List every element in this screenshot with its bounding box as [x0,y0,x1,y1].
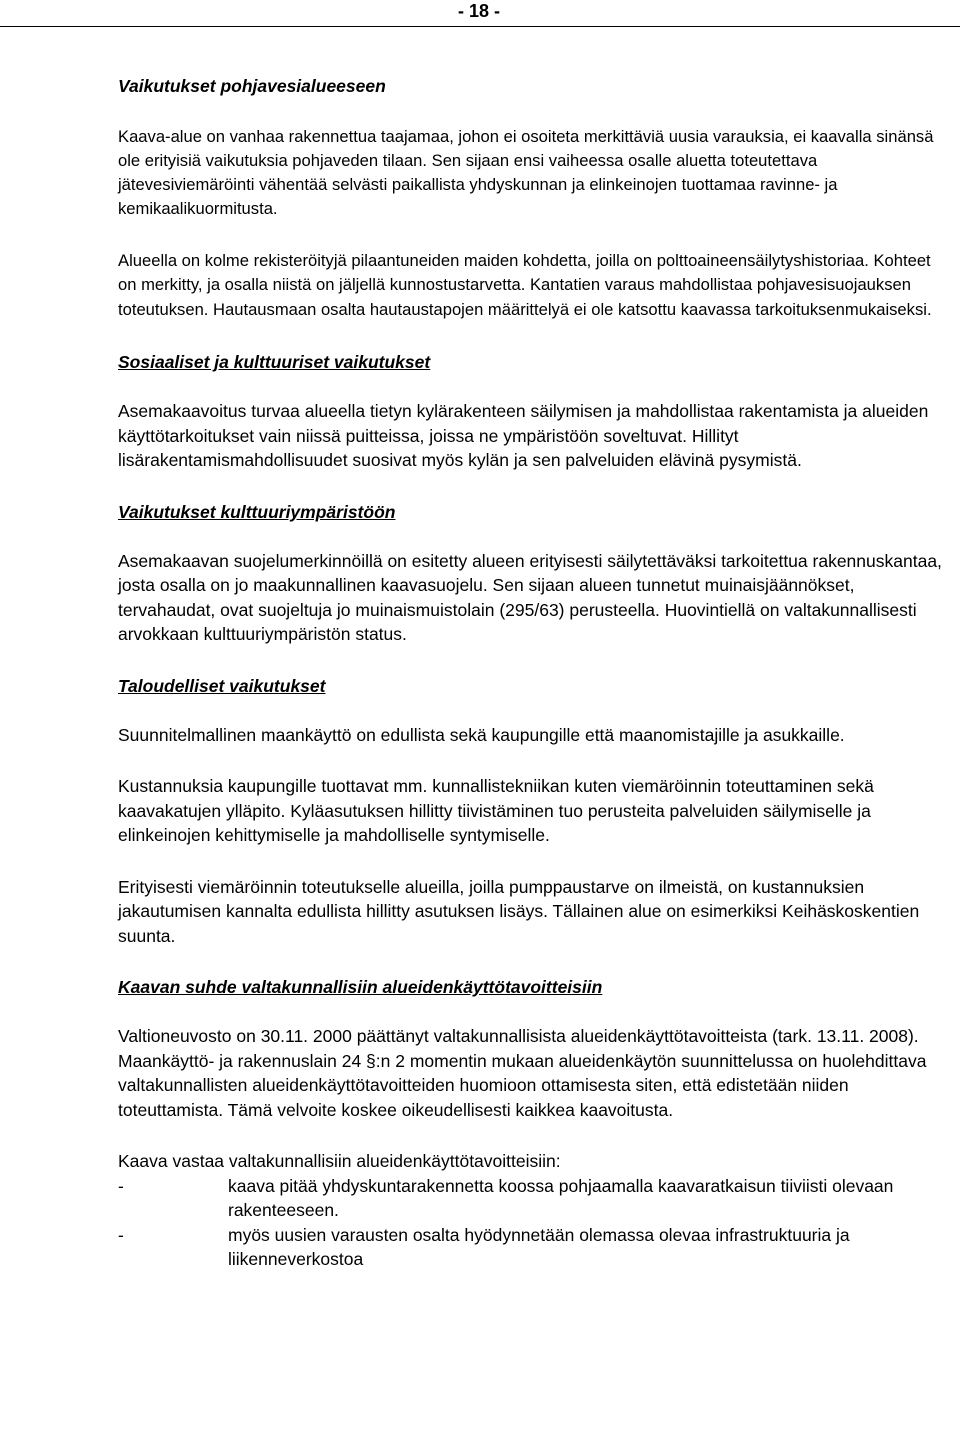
section-economic [118,674,950,949]
section-heading: Kaavan suhde valtakunnallisiin alueidenkäyttötavoitteisiin [118,977,603,998]
paragraph: Asemakaavoitus turvaa alueella tietyn kylärakenteen säilymisen ja mahdollistaa rakentamista ja alueiden käyttötarkoitukset vain niissä puitteissa, joissa ne ympäristöön soveltuvat. Hillityt lisärakentamismahdollisuudet suosivat myös kylän ja sen palveluiden elävinä pysymistä. [118,401,929,471]
paragraph: Kaava-alue on vanhaa rakennettua taajamaa, johon ei osoiteta merkittäviä uusia varauksia, ei kaavalla sinänsä ole erityisiä vaikutuksia pohjaveden tilaan. Sen sijaan ensi vaiheessa osalle aluetta toteutettava jätevesiviemäröinti vähentää selvästi paikallista yhdyskunnan ja elinkeinojen tuottamaa ravinne- ja kemikaalikuormitusta. [118,127,934,218]
list-marker: - [118,1175,124,1196]
section-cultural-environment [118,500,950,647]
section-heading: Vaikutukset pohjavesialueeseen [118,76,386,96]
paragraph: Kustannuksia kaupungille tuottavat mm. kunnallistekniikan kuten viemäröinnin toteuttaminen sekä kaavakatujen ylläpito. Kyläasutuksen hillitty tiivistäminen tuo perusteita palveluiden säilymiselle ja elinkeinojen kehittymiselle ja mahdolliselle syntymiselle. [118,776,874,846]
section-heading: Sosiaaliset ja kulttuuriset vaikutukset [118,352,431,373]
list-item [118,1174,950,1223]
document-body [118,74,950,1272]
section-groundwater [118,74,950,322]
section-national-goals [118,975,950,1272]
list-item-text: myös uusien varausten osalta hyödynnetään olemassa olevaa infrastruktuuria ja liikenneverkostoa [228,1224,850,1270]
list-item [118,1223,950,1272]
paragraph: Valtioneuvosto on 30.11. 2000 päättänyt valtakunnallisista alueidenkäyttötavoitteista (tark. 13.11. 2008). Maankäyttö- ja rakennuslain 24 §:n 2 momentin mukaan alueidenkäytön suunnittelussa on huolehdittava valtakunnallisten alueidenkäyttötavoitteiden huomioon ottamisesta siten, että edistetään niiden toteuttamista. Tämä velvoite koskee oikeudellisesti kaikkea kaavoitusta. [118,1026,927,1120]
paragraph: Erityisesti viemäröinnin toteutukselle alueilla, joilla pumppaustarve on ilmeistä, on kustannuksien jakautumisen kannalta edullista hillitty asutuksen lisäys. Tällainen alue on esimerkiksi Keihäskoskentien suunta. [118,876,920,946]
goals-list [118,1174,950,1272]
list-marker: - [118,1224,124,1245]
page-number: - 18 - [458,1,501,21]
section-heading: Taloudelliset vaikutukset [118,675,326,696]
paragraph: Asemakaavan suojelumerkinnöillä on esitetty alueen erityisesti säilytettäväksi tarkoitettua rakennuskantaa, josta osalla on jo maakunnallinen kaavasuojelu. Sen sijaan alueen tunnetut muinaisjäännökset, tervahaudat, ovat suojeltuja jo muinaismuistolain (295/63) perusteella. Huovintiellä on valtakunnallisesti arvokkaan kulttuuriympäristön status. [118,550,942,645]
list-item-text: kaava pitää yhdyskuntarakennetta koossa pohjaamalla kaavaratkaisun tiiviisti olevaan rakenteeseen. [228,1175,894,1221]
paragraph: Alueella on kolme rekisteröityjä pilaantuneiden maiden kohdetta, joilla on polttoaineensäilytyshistoriaa. Kohteet on merkitty, ja osalla niistä on jäljellä kunnostustarvetta. Kantatien varaus mahdollistaa pohjavesisuojauksen toteutuksen. Hautausmaan osalta hautaustapojen määrittelyä ei ole katsottu kaavassa tarkoituksenmukaiseksi. [118,251,932,319]
section-social-cultural [118,350,950,473]
paragraph: Kaava vastaa valtakunnallisiin alueidenkäyttötavoitteisiin: [118,1151,561,1172]
paragraph: Suunnitelmallinen maankäyttö on edullista sekä kaupungille että maanomistajille ja asukkaille. [118,724,845,745]
section-heading: Vaikutukset kulttuuriympäristöön [118,501,396,522]
page-header [0,0,960,27]
